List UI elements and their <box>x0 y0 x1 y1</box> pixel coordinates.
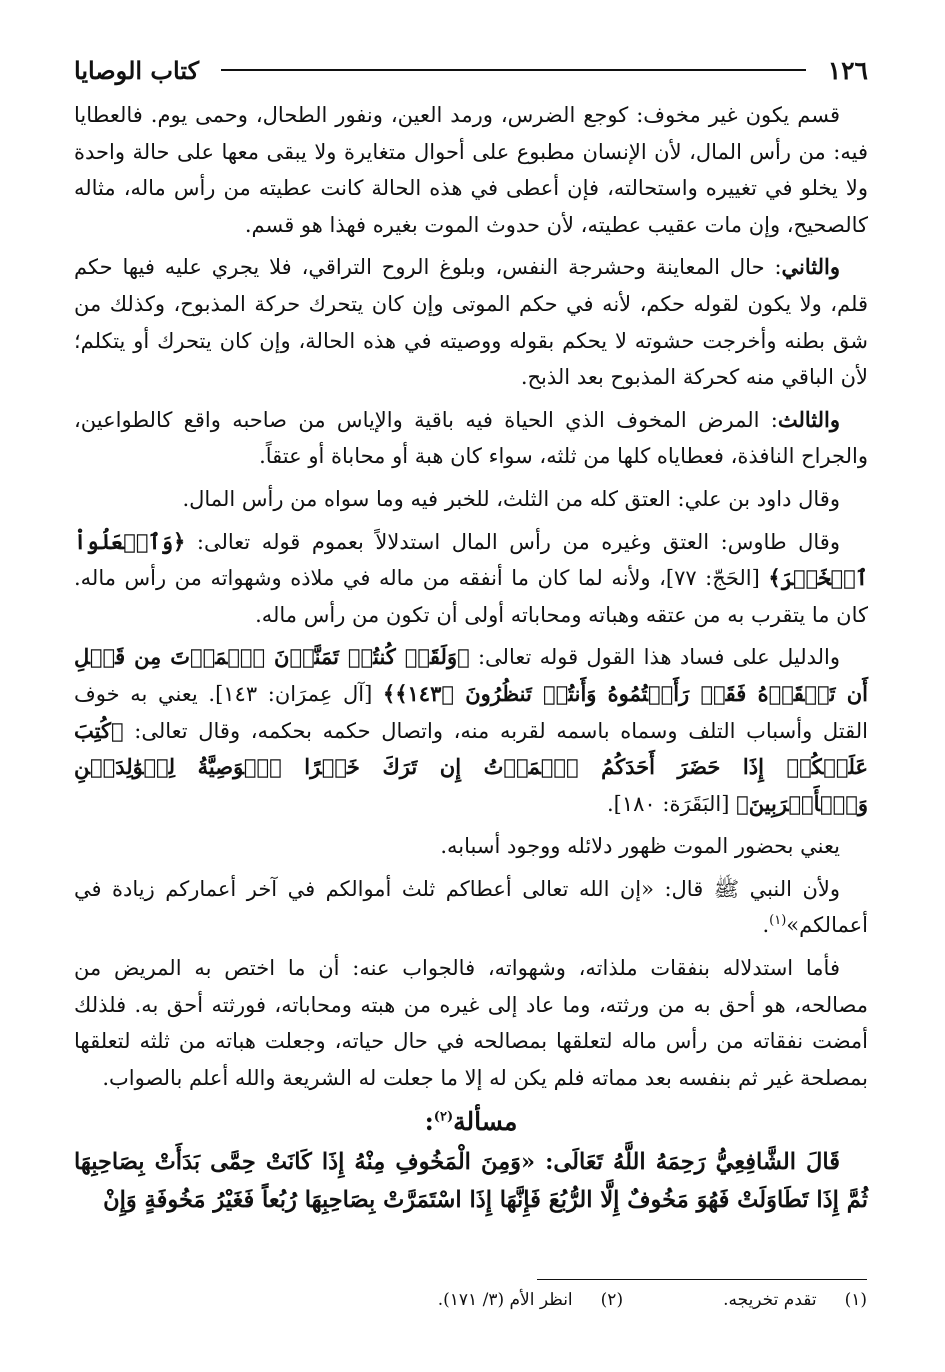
section-heading <box>74 1104 868 1141</box>
body-text <box>74 97 868 1219</box>
paragraph-text: ولأن النبي ﷺ قال: «إن الله تعالى أعطاكم ثلث أموالكم في آخر أعماركم زيادة في أعمالكم» <box>74 876 868 938</box>
paragraph-text: [الحَجّ: ٧٧]، ولأنه لما كان ما أنفقه من ماله في ملاذه وشهواته من رأس ماله. كان ما يتقرب به من عتقه وهباته ومحاباته أولى أن تكون من رأس ماله. <box>74 566 868 627</box>
paragraph-lead: والثالث <box>777 406 840 432</box>
paragraph-text: [آل عِمرَان: ١٤٣]. يعني به خوف القتل وأسباب التلف وسماه باسمه لقربه منه، واتصال حكمه بحكمه، وقال تعالى: <box>74 681 868 743</box>
paragraph-text: فأما استدلاله بنفقات ملذاته، وشهواته، فالجواب عنه: أن ما اختص به المريض من مصالحه، هو أحق به من ورثته، وما عاد إلى غيره من هبته ومحاباته، فورثته أحق به. فلذلك أمضت نفقاته من رأس ماله لتعلقها بمصالحه في حال حياته، وجعلت هباته من ثلثه لتعلقها بمصلحة غير ثم بنفسه بعد مماته فلم يكن له إلا ما جعلت له الشريعة والله أعلم بالصواب. <box>74 956 868 1090</box>
paragraph-response <box>74 950 868 1096</box>
paragraph-text: قسم يكون غير مخوف: كوجع الضرس، ورمد العين، ونفور الطحال، وحمى يوم. فالعطايا فيه: من رأس المال، لأن الإنسان مطبوع على أحوال متغايرة ولا يبقى معها على حالة واحدة ولا يخلو في تغييره واستحالته، فإن أعطى في هذه الحالة كانت عطيته من رأس ماله، مثاله كالصحيح، وإن مات عقيب عطيته، لأن حدوث الموت بغيره فهذا هو قسم. <box>74 103 868 237</box>
footnote-number: (١) <box>844 1290 867 1310</box>
footnote-ref[interactable]: (٢) <box>433 1110 454 1126</box>
quran-verse: ﴿وَلَقَدۡ كُنتُمۡ تَمَنَّوۡنَ ٱلۡمَوۡتَ مِن قَبۡلِ أَن تَلۡقَوۡهُ فَقَدۡ رَأَيۡتُمُوهُ وَأَنتُمۡ تَنظُرُونَ ﴿١٤٣﴾﴾ <box>74 644 868 706</box>
quran-verse: ﴿وَٱفۡعَلُواْ ٱلۡخَيۡرَ﴾ <box>74 528 868 591</box>
footnote-ref[interactable]: (١) <box>769 913 787 929</box>
footnote-text: انظر الأم (٣/ ١٧١). <box>437 1290 573 1310</box>
paragraph-text: يعني بحضور الموت ظهور دلائله ووجود أسبابه. <box>440 834 840 859</box>
paragraph-third-kind <box>74 402 868 475</box>
footnote-text: تقدم تخريجه. <box>723 1290 817 1310</box>
footnote-2 <box>438 1290 623 1310</box>
shafii-text-content: قَالَ الشَّافِعِيُّ رَحِمَهُ اللَّهُ تَعَالَى: «وَمِنَ الْمَخُوفِ مِنْهُ إِذَا كَانَتْ حِمَّى بَدَأَتْ بِصَاحِبِهَا ثُمَّ إِذَا تَطَاوَلَتْ فَهُوَ مَخُوفٌ إِلَّا الرُّبُعَ فَإِنَّهَا إِذَا اسْتَمَرَّتْ بِصَاحِبِهَا رُبُعاً فَغَيْرُ مَخُوفَةٍ وَإِنْ <box>74 1149 868 1214</box>
footnote-number: (٢) <box>600 1290 624 1310</box>
paragraph-second-kind <box>74 249 868 395</box>
page-header <box>74 48 868 92</box>
header-rule <box>221 69 806 71</box>
paragraph-text: وقال داود بن علي: العتق كله من الثلث، للخبر فيه وما سواه من رأس المال. <box>182 486 840 511</box>
paragraph-text: [البَقَرَة: ١٨٠]. <box>606 791 737 816</box>
footnote-rule <box>537 1279 867 1280</box>
paragraph-text: وقال طاوس: العتق وغيره من رأس المال استدلالاً بعموم قوله تعالى: <box>185 529 840 554</box>
footnotes <box>77 1290 867 1310</box>
shafii-text <box>74 1143 868 1219</box>
quran-verse: ﴿كُتِبَ عَلَيۡكُمۡ إِذَا حَضَرَ أَحَدَكُمُ ٱلۡمَوۡتُ إِن تَرَكَ خَيۡرًا ٱلۡوَصِيَّةُ لِلۡوَٰلِدَيۡنِ وَٱلۡأَقۡرَبِينَ﴾ <box>74 717 868 816</box>
paragraph-first-kind <box>74 97 868 243</box>
paragraph-text: : المرض المخوف الذي الحياة فيه باقية والإياس من صاحبه واقع كالطواعين، والجراح النافذة، فعطاياه كلها من ثلثه، سواء كان هبة أو محاباة أو عتقاً. <box>74 407 868 469</box>
paragraph-hadith <box>74 871 868 944</box>
paragraph-text: والدليل على فساد هذا القول قوله تعالى: <box>469 645 840 670</box>
paragraph-lead: والثاني <box>781 254 840 280</box>
section-title: مسألة <box>453 1107 518 1137</box>
paragraph-tawus <box>74 524 868 634</box>
paragraph-meaning <box>74 828 868 865</box>
paragraph-evidence <box>74 639 868 822</box>
page-number: ١٢٦ <box>827 55 868 85</box>
section-colon: : <box>424 1107 434 1137</box>
paragraph-dawud <box>74 481 868 518</box>
paragraph-text: : حال المعاينة وحشرجة النفس، وبلوغ الروح التراقي، فلا يجري عليه فيها حكم قلم، ولا يكون لقوله حكم، لأنه في حكم الموتى وإن كان يتحرك حركة المذبوح، وكذلك من شق بطنه وأخرجت حشوته لا يحكم بقوله ووصيته في هذه الحالة، وإن كان يتحرك أو يتكلم؛ لأن الباقي منه كحركة المذبوح بعد الذبح. <box>74 255 868 390</box>
paragraph-text: . <box>762 913 770 938</box>
footnote-1 <box>723 1290 867 1310</box>
book-title: كتاب الوصايا <box>74 55 199 85</box>
